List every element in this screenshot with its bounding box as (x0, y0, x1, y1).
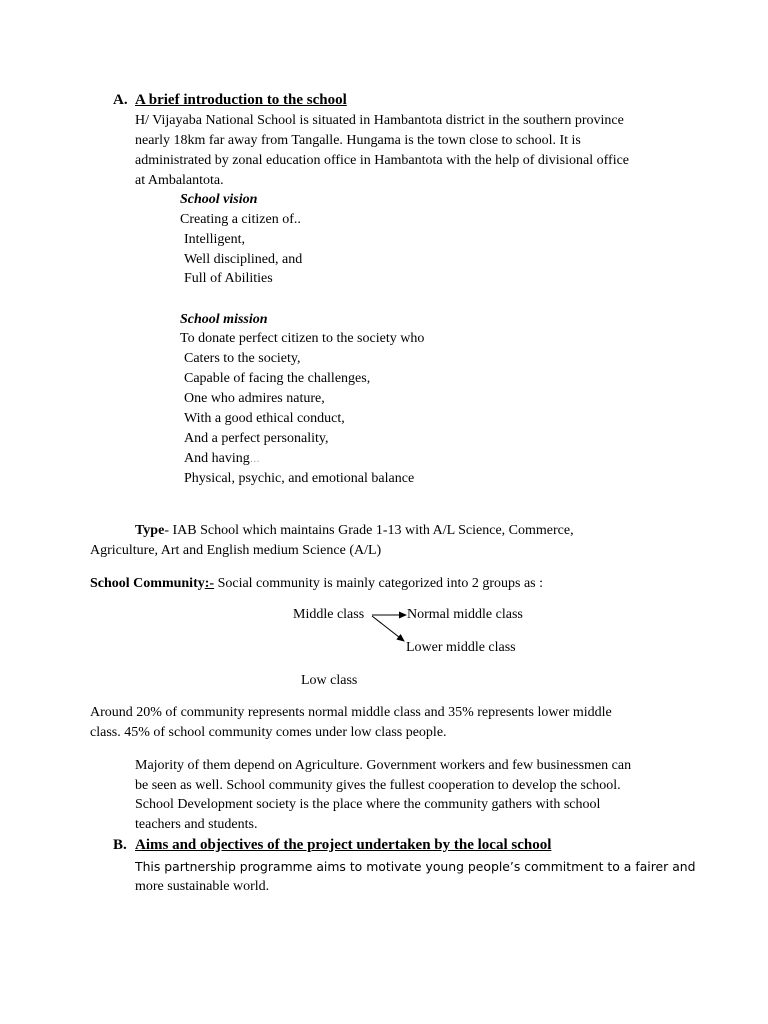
middle-class-label: Middle class (293, 607, 365, 622)
mission-item: Caters to the society, (184, 351, 301, 366)
type-line-2: Agriculture, Art and English medium Science (A/L) (90, 543, 382, 558)
section-b-letter: B. (113, 837, 127, 853)
community-separator: :- (204, 576, 215, 591)
mission-item: Physical, psychic, and emotional balance (184, 471, 415, 486)
section-a-letter: A. (113, 92, 128, 108)
mission-item: One who admires nature, (184, 391, 325, 406)
community-text: Social community is mainly categorized into 2 groups as : (214, 576, 544, 591)
stats-line: Around 20% of community represents normal middle class and 35% represents lower middle (90, 705, 612, 720)
mission-heading: School mission (180, 312, 268, 327)
vision-item: Intelligent, (184, 232, 246, 247)
mission-item: Capable of facing the challenges, (184, 371, 371, 386)
community-label: School Community (90, 576, 205, 591)
majority-line: School Development society is the place where the community gathers with school (135, 797, 601, 812)
mission-item-having (184, 449, 260, 470)
section-b-line: more sustainable world. (135, 879, 270, 894)
intro-line: H/ Vijayaba National School is situated in Hambantota district in the southern province (135, 113, 624, 128)
type-line-1 (135, 521, 574, 541)
vision-heading: School vision (180, 192, 258, 207)
mission-item: And having (184, 451, 250, 466)
low-class-label: Low class (301, 673, 358, 688)
ellipsis: … (249, 454, 260, 465)
mission-item: And a perfect personality, (184, 431, 329, 446)
mission-lead: To donate perfect citizen to the society who (180, 331, 425, 346)
majority-line: be seen as well. School community gives the fullest cooperation to develop the school. (135, 778, 621, 793)
school-community (90, 574, 543, 594)
intro-line: at Ambalantota. (135, 173, 224, 188)
majority-line: teachers and students. (135, 817, 258, 832)
intro-line: nearly 18km far away from Tangalle. Hungama is the town close to school. It is (135, 133, 581, 148)
mission-item: With a good ethical conduct, (184, 411, 345, 426)
vision-lead: Creating a citizen of.. (180, 212, 301, 227)
majority-line: Majority of them depend on Agriculture. Government workers and few businessmen can (135, 758, 632, 773)
normal-middle-class-label: Normal middle class (407, 607, 523, 622)
section-b-title: Aims and objectives of the project undertaken by the local school (135, 837, 552, 853)
section-b-heading (113, 835, 551, 855)
intro-line: administrated by zonal education office in Hambantota with the help of divisional office (135, 153, 630, 168)
section-b-line: This partnership programme aims to motivate young people’s commitment to a fairer and (135, 859, 696, 874)
lower-middle-class-label: Lower middle class (406, 640, 516, 655)
section-a-title: A brief introduction to the school (135, 92, 347, 108)
section-a-heading (113, 90, 347, 110)
vision-item: Well disciplined, and (184, 252, 303, 267)
arrow-to-lower-middle (372, 616, 404, 641)
vision-item: Full of Abilities (184, 271, 273, 286)
stats-line: class. 45% of school community comes under low class people. (90, 725, 447, 740)
type-text: - IAB School which maintains Grade 1-13 with A/L Science, Commerce, (164, 523, 574, 538)
type-label: Type (135, 523, 165, 538)
